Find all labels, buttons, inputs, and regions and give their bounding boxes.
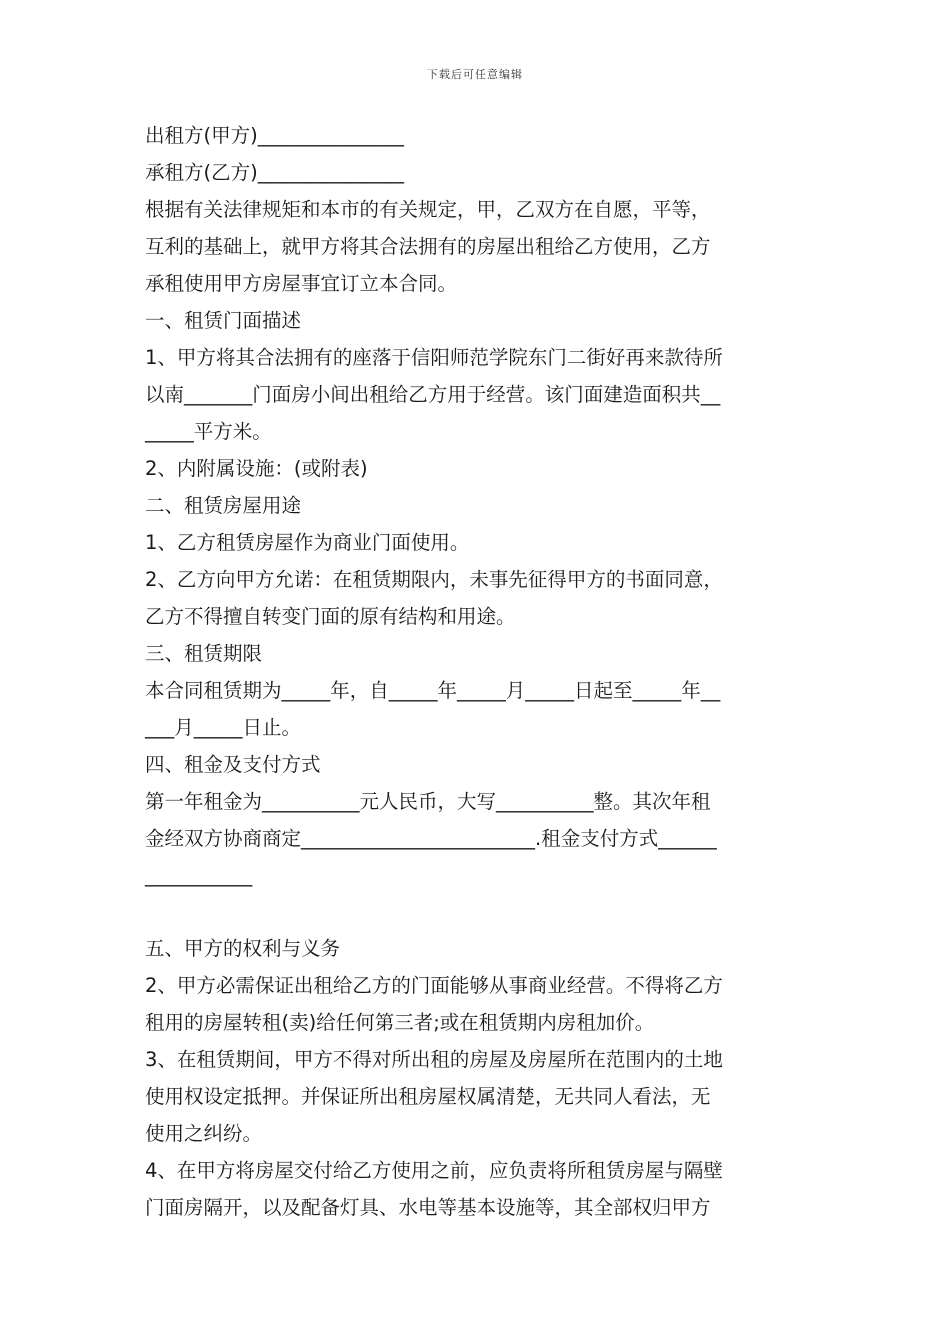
header-note: 下载后可任意编辑 [427, 68, 523, 81]
paragraph-line: ___________ [145, 864, 253, 887]
section-heading: 三、租赁期限 [145, 642, 263, 665]
paragraph-line: 1、甲方将其合法拥有的座落于信阳师范学院东门二街好再来款待所 [145, 346, 723, 369]
paragraph-line: 2、甲方必需保证出租给乙方的门面能够从事商业经营。不得将乙方 [145, 974, 723, 997]
paragraph-line: ___月_____日止。 [145, 716, 302, 739]
paragraph-line: 2、内附属设施：(或附表) [145, 457, 368, 480]
paragraph-line: 3、在租赁期间，甲方不得对所出租的房屋及房屋所在范围内的土地 [145, 1048, 723, 1071]
paragraph-line: 2、乙方向甲方允诺：在租赁期限内，未事先征得甲方的书面同意， [145, 568, 723, 591]
paragraph-line: 承租使用甲方房屋事宜订立本合同。 [145, 272, 458, 295]
paragraph-line: 以南_______门面房小间出租给乙方用于经营。该门面建造面积共__ [145, 383, 721, 406]
lessee-line: 承租方(乙方)_______________ [145, 161, 404, 184]
contract-body [145, 117, 810, 1226]
paragraph-line: 金经双方协商商定________________________.租金支付方式______ [145, 827, 717, 850]
paragraph-line: 1、乙方租赁房屋作为商业门面使用。 [145, 531, 470, 554]
paragraph-line: 互利的基础上，就甲方将其合法拥有的房屋出租给乙方使用，乙方 [145, 235, 711, 258]
section-heading: 一、租赁门面描述 [145, 309, 302, 332]
paragraph-line: 根据有关法律规矩和本市的有关规定，甲，乙双方在自愿，平等， [145, 198, 711, 221]
paragraph-line: 门面房隔开，以及配备灯具、水电等基本设施等，其全部权归甲方 [145, 1196, 711, 1219]
section-heading: 二、租赁房屋用途 [145, 494, 302, 517]
section-heading: 四、租金及支付方式 [145, 753, 321, 776]
paragraph-line: 乙方不得擅自转变门面的原有结构和用途。 [145, 605, 516, 628]
paragraph-line: 本合同租赁期为_____年，自_____年_____月_____日起至_____年__ [145, 679, 721, 702]
paragraph-line: 租用的房屋转租(卖)给任何第三者;或在租赁期内房租加价。 [145, 1011, 655, 1034]
lessor-line: 出租方(甲方)_______________ [145, 124, 404, 147]
paragraph-line: 使用权设定抵押。并保证所出租房屋权属清楚，无共同人看法，无 [145, 1085, 711, 1108]
paragraph-line: 使用之纠纷。 [145, 1122, 263, 1145]
paragraph-line: 第一年租金为__________元人民币，大写__________整。其次年租 [145, 790, 711, 813]
section-heading: 五、甲方的权利与义务 [145, 937, 341, 960]
blank-line [145, 894, 810, 930]
paragraph-line: 4、在甲方将房屋交付给乙方使用之前，应负责将所租赁房屋与隔壁 [145, 1159, 723, 1182]
paragraph-line: _____平方米。 [145, 420, 272, 443]
